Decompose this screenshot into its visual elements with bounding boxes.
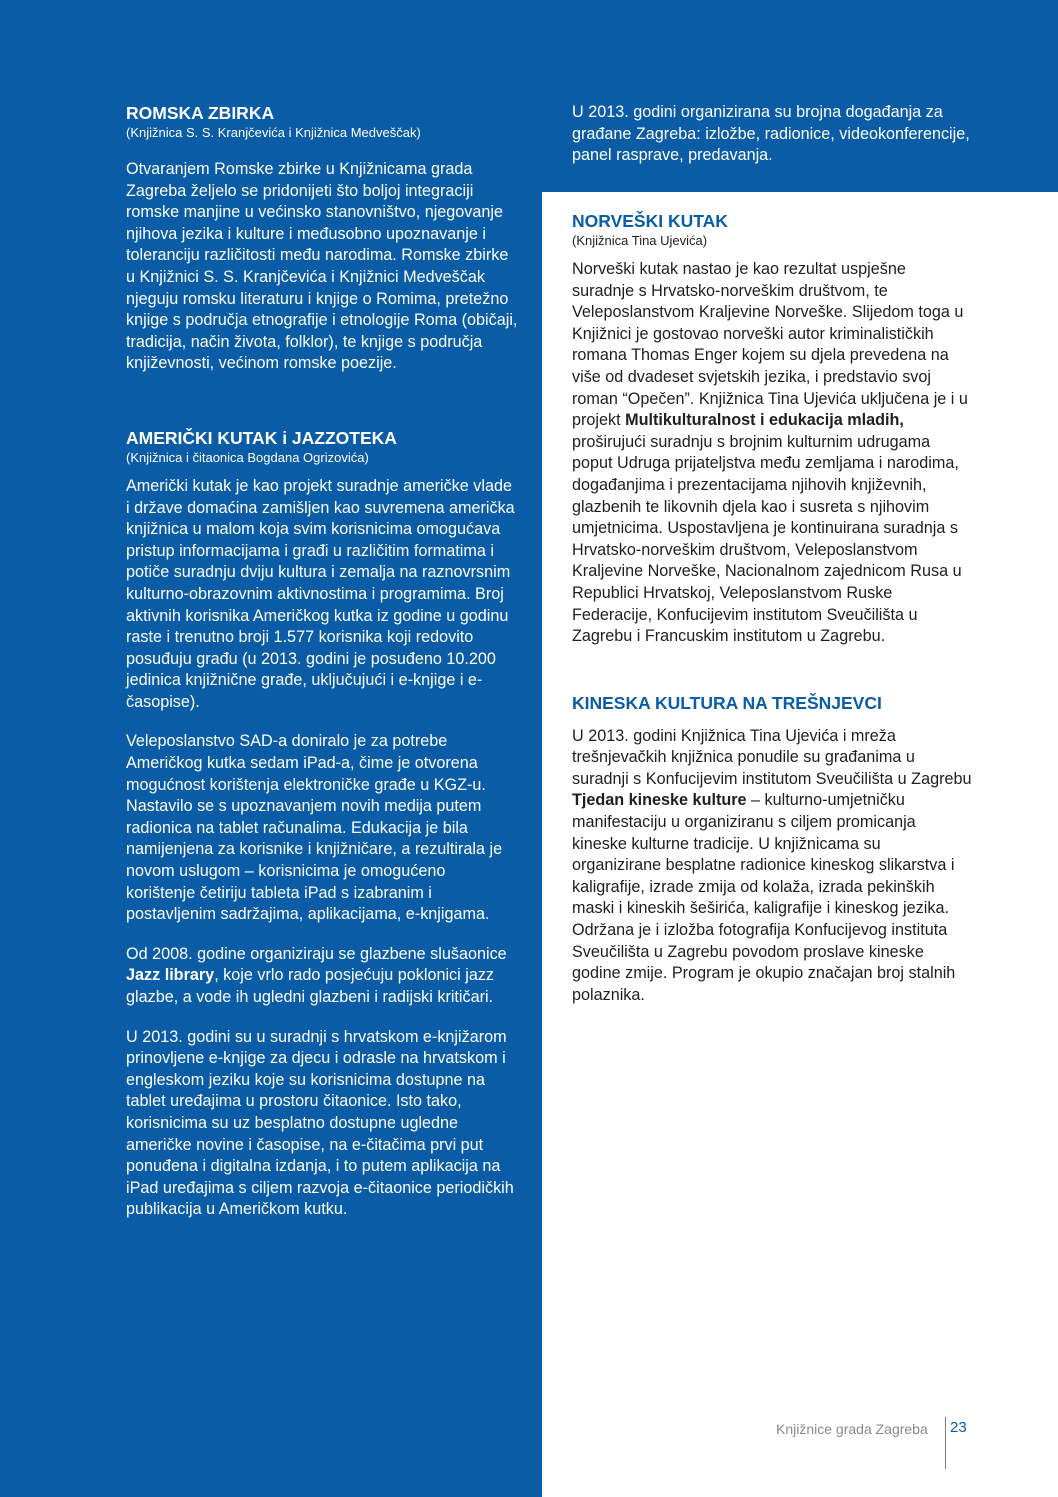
paragraph-americki-kutak-2: Veleposlanstvo SAD-a doniralo je za potrebe Američkog kutka sedam iPad-a, čime je otvorena mogućnost korištenja elektroničke građe u KGZ-u. Nastavilo se s upoznavanjem novih medija putem radionica na tablet računalima. Edukacija je bila namijenjena za korisnike i knjižničare, a rezultirala je novom uslugom – korisnicima je omogućeno korištenje četiriju tableta iPad s izabranim i postavljenim sadržajima, aplikacijama, e-knjigama. [126,732,503,924]
section-subtitle-norveski-kutak: (Knjižnica Tina Ujevića) [572,233,708,248]
right-top-column [572,102,972,185]
jazz-library-bold: Jazz library [126,966,215,985]
tjedan-kineske-kulture-bold: Tjedan kineske kulture [572,791,747,810]
section-title-kineska-kultura: KINESKA KULTURA NA TREŠNJEVCI [572,692,882,713]
section-title-americki-kutak: AMERIČKI KUTAK i JAZZOTEKA [126,427,397,448]
paragraph-e-knjige: U 2013. godini su u suradnji s hrvatskom e-knjižarom prinovljene e-knjige za djecu i odrasle na hrvatskom i engleskom jeziku koje su korisnicima dostupne na tablet uređajima u prostoru čitaonice. Isto tako, korisnicima su uz besplatno dostupne ugledne američke novine i časopise, na e-čitačima prvi put ponuđena i digitalna izdanja, i to putem aplikacija na iPad uređajima s ciljem razvoja e-čitaonice periodičkih publikacija u Američkom kutku. [126,1027,514,1219]
paragraph-norveski-kutak: Norveški kutak nastao je kao rezultat uspješne suradnje s Hrvatsko-norveškim društvom, te Veleposlanstvom Kraljevine Norveške. Slijedom toga u Knjižnici je gostovao norveški autor kriminalističkih romana Thomas Enger kojem su djela prevedena na više od dvadeset svjetskih jezika, i predstavio svoj roman “Opečen”. Knjižnica Tina Ujevića uključena je i u projekt Multikulturalnost i edukacija mladih, proširujući suradnju s brojnim kulturnim udrugama poput Udruga prijateljstva među zemljama i narodima, događanjima i prezentacijama njihovih književnih, glazbenih te likovnih djela kao i susreta s njihovim umjetnicima. Uspostavljena je kontinuirana suradnja s Hrvatsko-norveškim društvom, Veleposlanstvom Kraljevine Norveške, Nacionalnom zajednicom Rusa u Republici Hrvatskoj, Veleposlanstvom Ruske Federacije, Konfucijevim institutom Sveučilišta u Zagrebu i Francuskim institutom u Zagrebu. [572,260,968,646]
section-title-norveski-kutak: NORVEŠKI KUTAK [572,211,728,231]
paragraph-romska-zbirka: Otvaranjem Romske zbirke u Knjižnicama grada Zagreba željelo se pridonijeti što boljoj integraciji romske manjine u većinsko stanovništvo, njegovanje njihova jezika i kulture i međusobno upoznavanje i toleranciju različitosti među narodima. Romske zbirke u Knjižnici S. S. Kranjčevića i Knjižnici Medveščak njeguju romsku literaturu i knjige o Romima, pretežno knjige s područja etnografije i etnologije Roma (običaji, tradicija, način života, folklor), te knjige s područja književnosti, većinom romske poezije. [126,160,518,373]
paragraph-jazz-library: Od 2008. godine organiziraju se glazbene slušaonice Jazz library, koje vrlo rado posjećuju poklonici jazz glazbe, a vode ih ugledni glazbeni i radijski kritičari. [126,944,507,1006]
left-column [126,102,518,1239]
footer-divider [945,1417,946,1469]
footer-publication-name: Knjižnice grada Zagreba [776,1421,928,1437]
page-footer [760,1417,1000,1471]
paragraph-dogadanja: U 2013. godini organizirana su brojna događanja za građane Zagreba: izložbe, radionice, videokonferencije, panel rasprave, predavanja. [572,103,970,165]
section-title-romska-zbirka: ROMSKA ZBIRKA [126,103,275,123]
right-column [572,210,972,1024]
paragraph-kineska-kultura: U 2013. godini Knjižnica Tina Ujevića i mreža trešnjevačkih knjižnica ponudile su građanima u suradnji s Konfucijevim institutom Sveučilišta u Zagrebu Tjedan kineske kulture – kulturno-umjetničku manifestaciju u organiziranu s ciljem promicanja kineske kulturne tradicije. U knjižnicama su organizirane besplatne radionice kineskog slikarstva i kaligrafije, izrade zmija od kolaža, izrada pekinških maski i kineskih šeširića, kaligrafije i kineskog jezika. Održana je i izložba fotografija Konfucijevog instituta Sveučilišta u Zagrebu povodom proslave kineske godine zmije. Program je okupio značajan broj stalnih polaznika. [572,726,972,1004]
section-subtitle-romska-zbirka: (Knjižnica S. S. Kranjčevića i Knjižnica Medveščak) [126,125,421,140]
section-subtitle-americki-kutak: (Knjižnica i čitaonica Bogdana Ogrizovića) [126,449,369,465]
paragraph-americki-kutak-1: Američki kutak je kao projekt suradnje američke vlade i države domaćina zamišljen kao suvremena američka knjižnica u malom koja svim korisnicima omogućava pristup informacijama i građi u različitim formatima i potiče suradnju dviju kultura i zemalja na raznovrsnim kulturno-obrazovnim aktivnostima i programima. Broj aktivnih korisnika Američkog kutka iz godine u godinu raste i trenutno broji 1.577 korisnika koji redovito posuđuju građu (u 2013. godini je posuđeno 10.200 jedinica knjižnične građe, uključujući i e-knjige i e-časopise). [126,476,515,711]
page-number: 23 [950,1419,967,1436]
multikulturalnost-bold: Multikulturalnost i edukacija mladih, [625,411,904,430]
